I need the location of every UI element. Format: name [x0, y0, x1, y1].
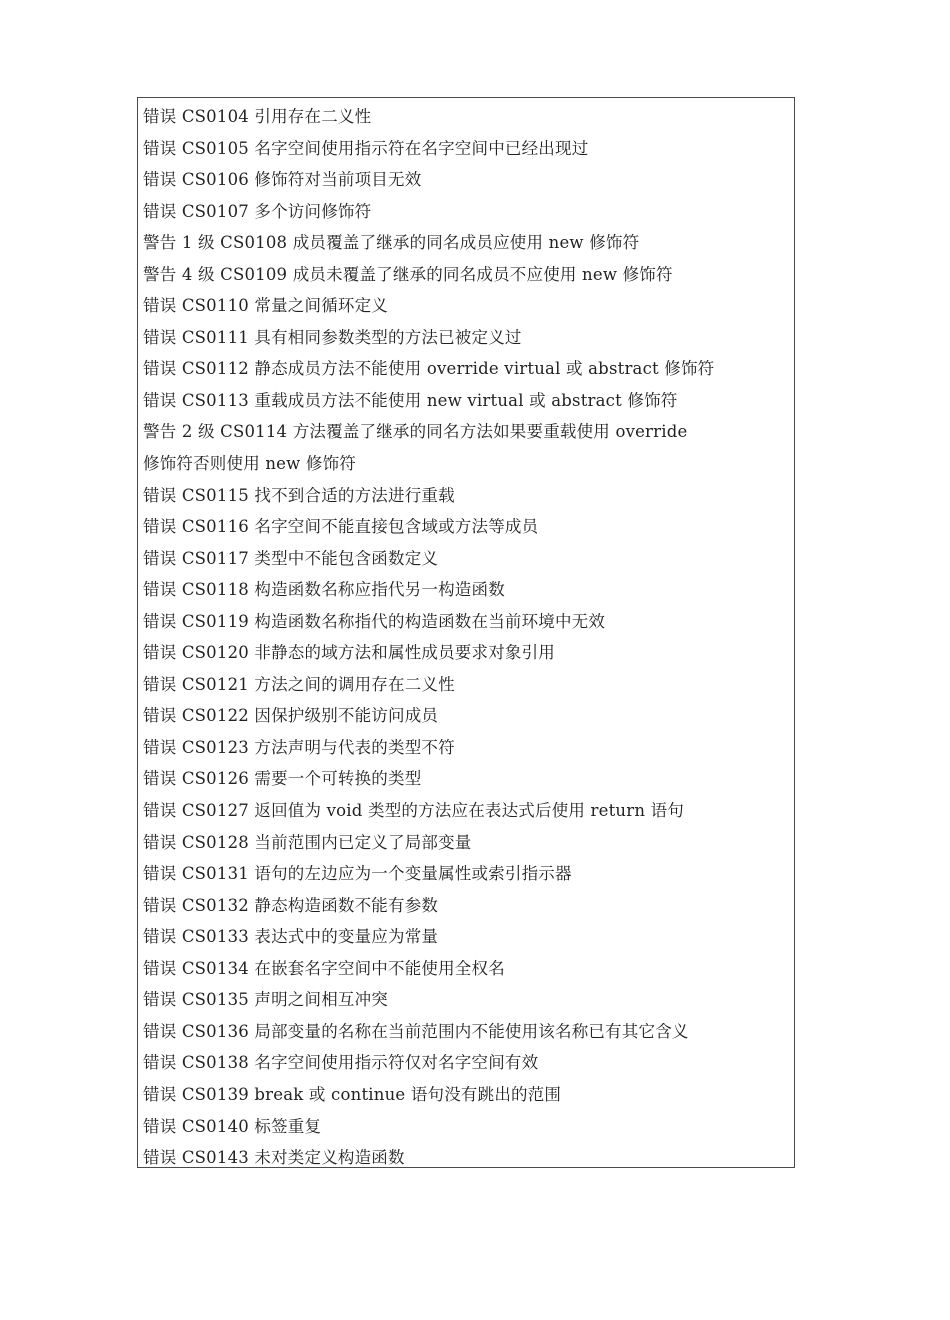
error-line: 错误 CS0113 重载成员方法不能使用 new virtual 或 abstract 修饰符	[143, 390, 678, 410]
error-line: 错误 CS0112 静态成员方法不能使用 override virtual 或 abstract 修饰符	[143, 359, 715, 379]
error-line: 错误 CS0110 常量之间循环定义	[143, 296, 389, 316]
error-line: 错误 CS0138 名字空间使用指示符仅对名字空间有效	[143, 1053, 539, 1073]
error-line: 错误 CS0134 在嵌套名字空间中不能使用全权名	[143, 958, 505, 978]
error-line: 错误 CS0107 多个访问修饰符	[143, 201, 372, 221]
error-line: 错误 CS0116 名字空间不能直接包含域或方法等成员	[143, 517, 539, 537]
error-line: 错误 CS0132 静态构造函数不能有参数	[143, 895, 439, 915]
error-line: 错误 CS0133 表达式中的变量应为常量	[143, 927, 439, 947]
error-line: 错误 CS0123 方法声明与代表的类型不符	[143, 737, 455, 757]
error-line: 错误 CS0143 未对类定义构造函数	[143, 1148, 405, 1168]
error-line: 错误 CS0122 因保护级别不能访问成员	[143, 706, 439, 726]
warning-line: 警告 1 级 CS0108 成员覆盖了继承的同名成员应使用 new 修饰符	[143, 233, 640, 253]
error-line: 错误 CS0136 局部变量的名称在当前范围内不能使用该名称已有其它含义	[143, 1021, 689, 1041]
error-line: 错误 CS0121 方法之间的调用存在二义性	[143, 674, 455, 694]
warning-line-continuation: 修饰符否则使用 new 修饰符	[143, 454, 357, 474]
error-line: 错误 CS0104 引用存在二义性	[143, 107, 372, 126]
error-line: 错误 CS0128 当前范围内已定义了局部变量	[143, 832, 472, 852]
error-line: 错误 CS0126 需要一个可转换的类型	[143, 769, 422, 789]
error-line: 错误 CS0119 构造函数名称指代的构造函数在当前环境中无效	[143, 611, 606, 631]
error-line: 错误 CS0105 名字空间使用指示符在名字空间中已经出现过	[143, 138, 589, 158]
error-line: 错误 CS0118 构造函数名称应指代另一构造函数	[143, 580, 505, 600]
error-line: 错误 CS0117 类型中不能包含函数定义	[143, 548, 439, 568]
error-line: 错误 CS0106 修饰符对当前项目无效	[143, 170, 422, 190]
warning-line: 警告 2 级 CS0114 方法覆盖了继承的同名方法如果要重载使用 override	[143, 422, 688, 442]
error-line: 错误 CS0111 具有相同参数类型的方法已被定义过	[143, 327, 522, 347]
error-line: 错误 CS0127 返回值为 void 类型的方法应在表达式后使用 return 语句	[143, 801, 685, 821]
warning-line: 警告 4 级 CS0109 成员未覆盖了继承的同名成员不应使用 new 修饰符	[143, 264, 673, 284]
error-line: 错误 CS0140 标签重复	[143, 1116, 322, 1136]
error-line: 错误 CS0135 声明之间相互冲突	[143, 990, 389, 1010]
error-line: 错误 CS0131 语句的左边应为一个变量属性或索引指示器	[143, 864, 572, 884]
error-line: 错误 CS0139 break 或 continue 语句没有跳出的范围	[143, 1084, 562, 1104]
error-line: 错误 CS0115 找不到合适的方法进行重载	[143, 485, 455, 505]
error-line: 错误 CS0120 非静态的域方法和属性成员要求对象引用	[143, 643, 556, 663]
error-code-table	[137, 97, 795, 1168]
